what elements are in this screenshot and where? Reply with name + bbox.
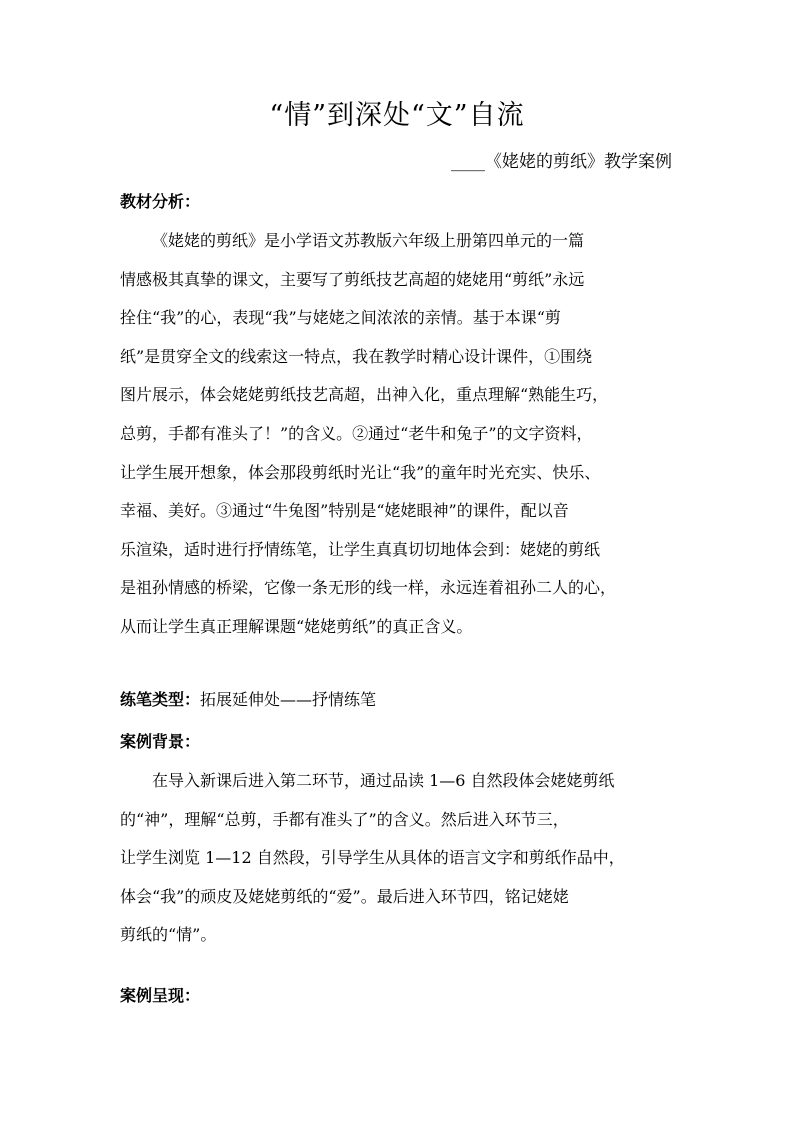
practice-type-label: 练笔类型： xyxy=(120,690,201,709)
analysis-line: 让学生展开想象，体会那段剪纸时光让“我”的童年时光充实、快乐、 xyxy=(120,462,601,482)
analysis-line: 纸”是贯穿全文的线索这一特点，我在教学时精心设计课件，①围绕 xyxy=(120,346,593,366)
background-line: 让学生浏览 1—12 自然段，引导学生从具体的语言文字和剪纸作品中， xyxy=(120,848,625,868)
analysis-line: 图片展示，体会姥姥剪纸技艺高超，出神入化，重点理解“熟能生巧， xyxy=(120,385,609,405)
analysis-line: 从而让学生真正理解课题“姥姥剪纸”的真正含义。 xyxy=(120,616,473,636)
analysis-line: 是祖孙情感的桥梁，它像一条无形的线一样，永远连着祖孙二人的心， xyxy=(120,578,617,598)
practice-type-value: 拓展延伸处——抒情练笔 xyxy=(200,690,377,709)
presentation-heading: 案例呈现： xyxy=(120,986,201,1005)
analysis-line: 幸福、美好。③通过“牛兔图”特别是“姥姥眼神”的课件，配以音 xyxy=(120,501,569,521)
background-line: 剪纸的“情”。 xyxy=(120,925,217,945)
analysis-line: 情感极其真挚的课文，主要写了剪纸技艺高超的姥姥用“剪纸”永远 xyxy=(120,269,585,289)
analysis-section xyxy=(120,188,676,216)
background-section xyxy=(120,728,676,756)
background-line: 在导入新课后进入第二环节，通过品读 1—6 自然段体会姥姥剪纸 xyxy=(152,771,615,790)
analysis-line: 《姥姥的剪纸》是小学语文苏教版六年级上册第四单元的一篇 xyxy=(152,231,585,250)
background-paragraph xyxy=(120,762,676,955)
analysis-heading: 教材分析： xyxy=(120,192,201,211)
document-title: “情”到深处“文”自流 xyxy=(269,100,525,131)
analysis-paragraph xyxy=(120,222,676,647)
analysis-line: 总剪，手都有准头了！”的含义。②通过“老牛和兔子”的文字资料， xyxy=(120,423,593,443)
background-heading: 案例背景： xyxy=(120,732,201,751)
presentation-section xyxy=(120,982,676,1010)
analysis-line: 拴住“我”的心，表现“我”与姥姥之间浓浓的亲情。基于本课“剪 xyxy=(120,308,561,328)
document-subtitle: ____《姥姥的剪纸》教学案例 xyxy=(451,152,672,172)
background-line: 体会“我”的顽皮及姥姥剪纸的“爱”。最后进入环节四，铭记姥姥 xyxy=(120,886,569,906)
analysis-line: 乐渲染，适时进行抒情练笔，让学生真真切切地体会到：姥姥的剪纸 xyxy=(120,539,601,559)
background-line: 的“神”，理解“总剪，手都有准头了”的含义。然后进入环节三， xyxy=(120,809,569,829)
practice-type-row xyxy=(120,686,676,714)
